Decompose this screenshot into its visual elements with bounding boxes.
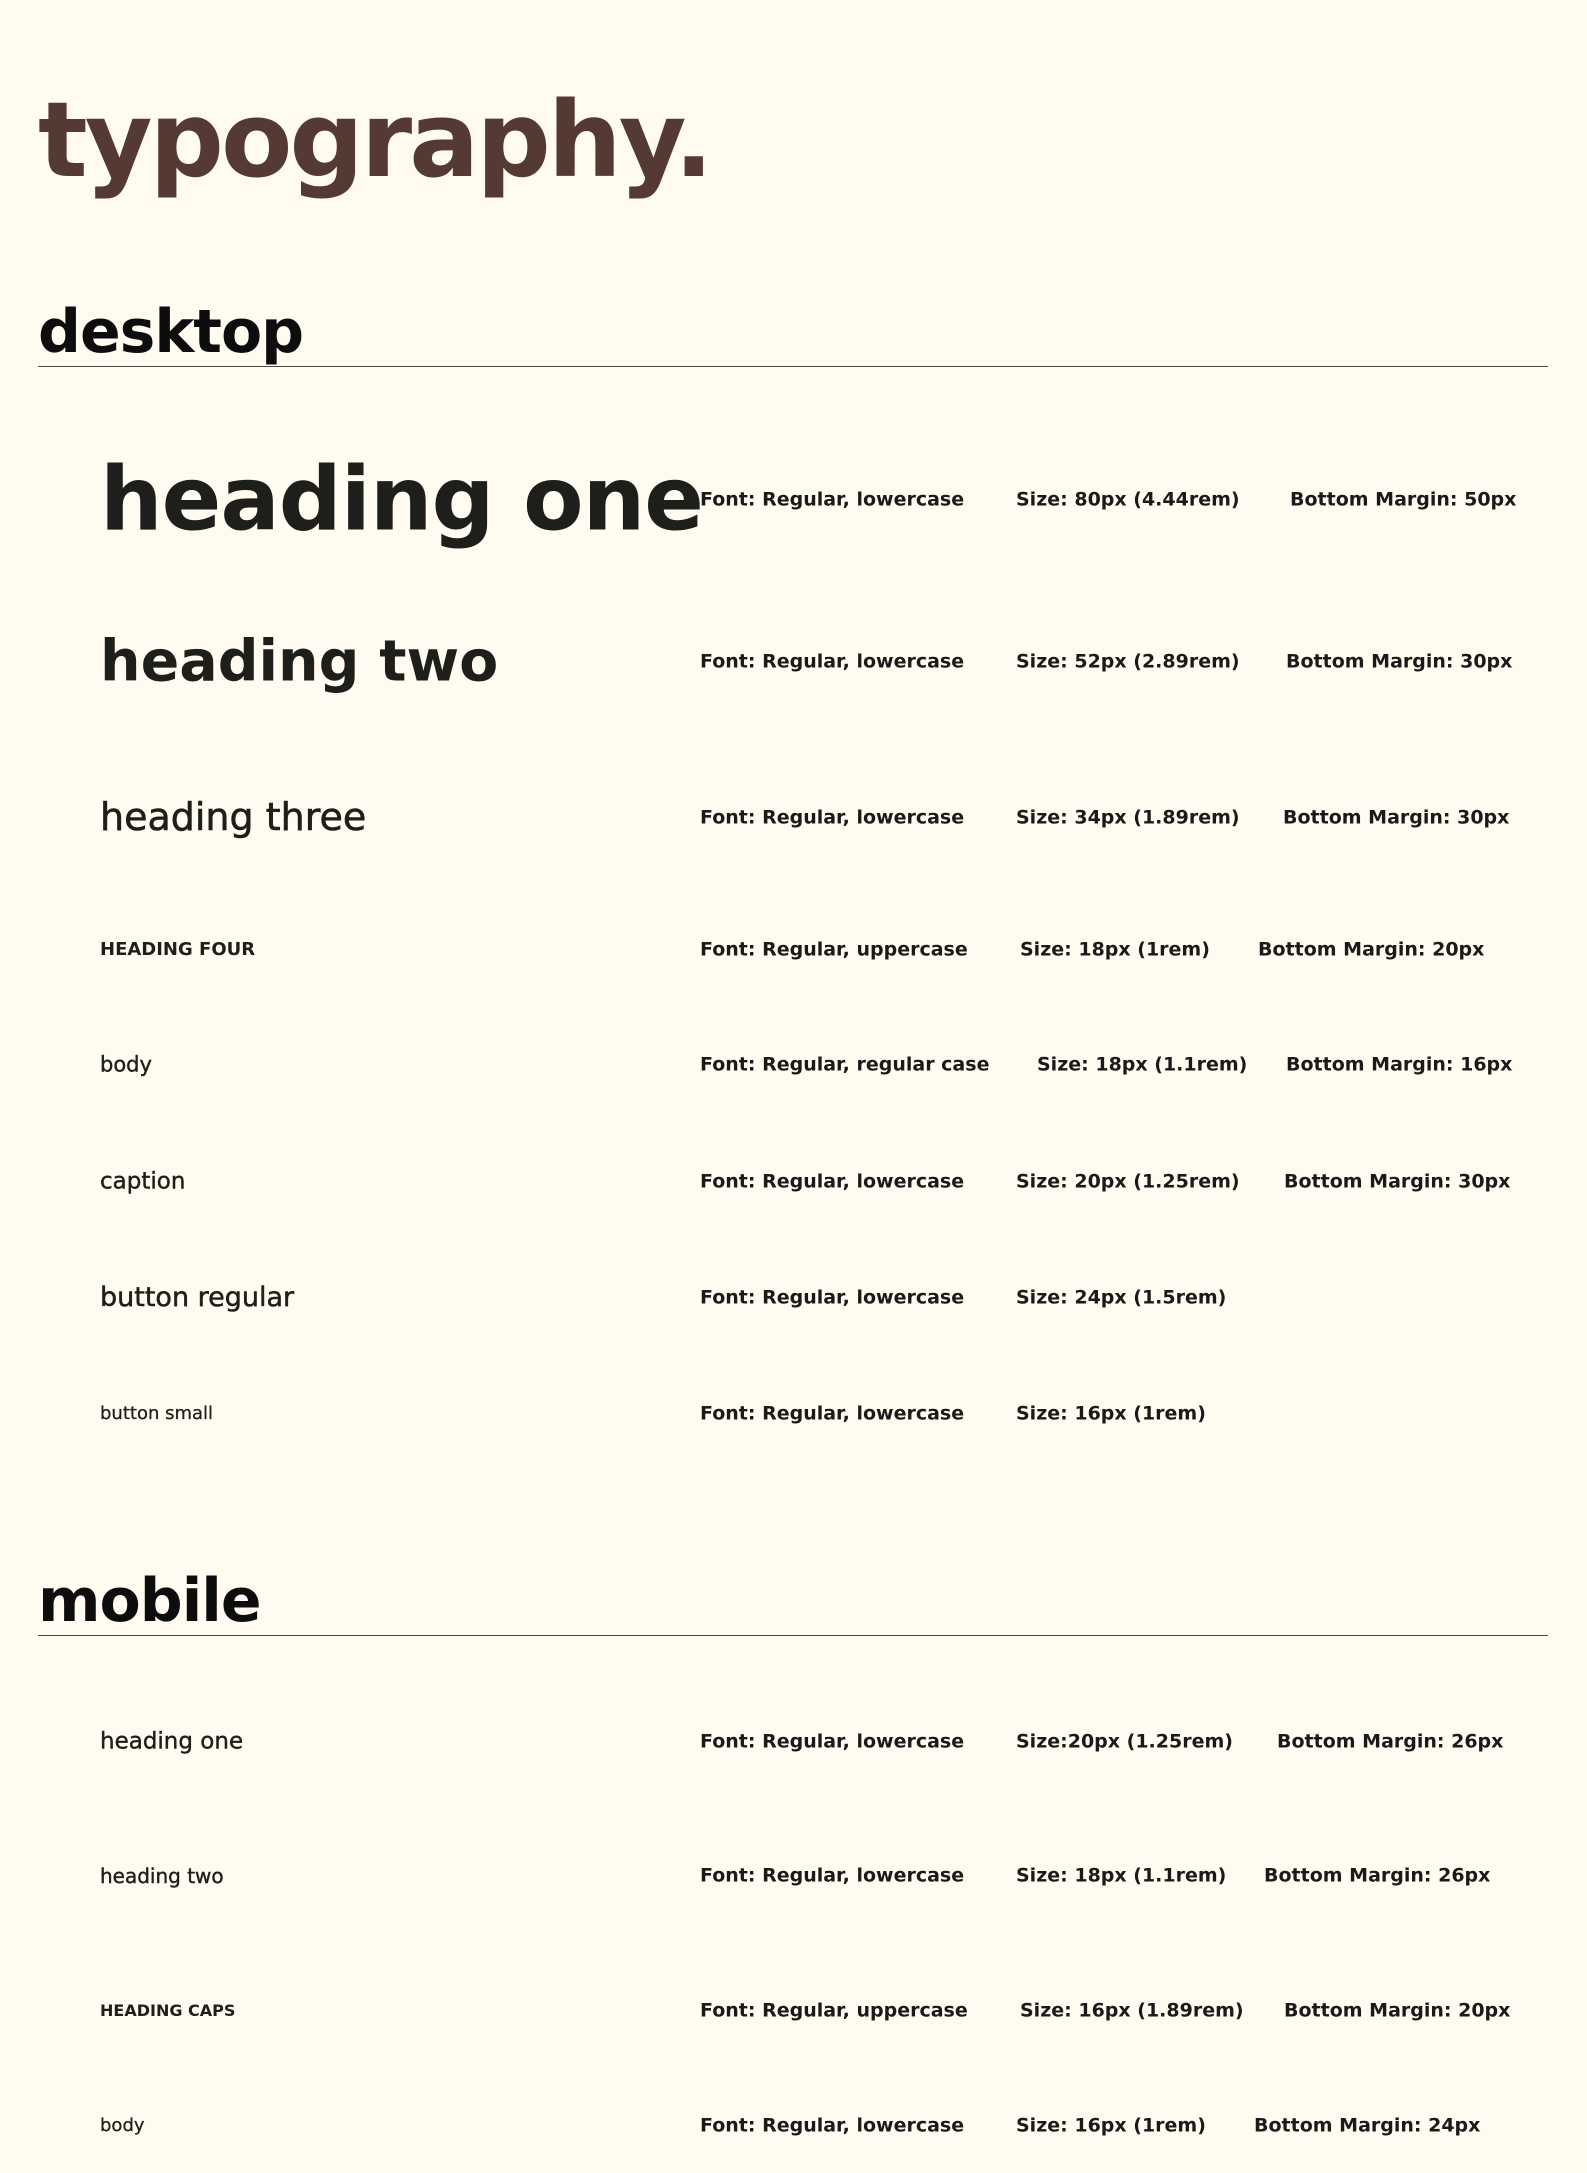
type-sample: HEADING FOUR [100,939,256,961]
section-title-desktop: desktop [38,297,304,367]
section-divider-desktop [38,366,1548,367]
page-title: typography. [38,79,711,201]
size-spec: Size: 80px (4.44rem) [1016,488,1240,511]
type-sample: heading three [100,795,367,840]
font-spec: Font: Regular, lowercase [700,2114,965,2137]
type-sample: heading one [100,447,703,551]
margin-spec: Bottom Margin: 30px [1284,1170,1511,1193]
type-sample: button small [100,1403,214,1425]
type-sample: heading two [100,628,499,695]
margin-spec: Bottom Margin: 20px [1258,938,1485,961]
section-divider-mobile [38,1635,1548,1636]
type-sample: HEADING CAPS [100,2001,236,2021]
section-title-mobile: mobile [38,1566,261,1636]
margin-spec: Bottom Margin: 20px [1284,1999,1511,2022]
size-spec: Size: 24px (1.5rem) [1016,1286,1227,1309]
size-spec: Size: 34px (1.89rem) [1016,806,1240,829]
font-spec: Font: Regular, lowercase [700,650,965,673]
margin-spec: Bottom Margin: 30px [1283,806,1510,829]
font-spec: Font: Regular, lowercase [700,1286,965,1309]
size-spec: Size: 18px (1.1rem) [1037,1053,1248,1076]
font-spec: Font: Regular, lowercase [700,1402,965,1425]
margin-spec: Bottom Margin: 26px [1277,1730,1504,1753]
margin-spec: Bottom Margin: 50px [1290,488,1517,511]
margin-spec: Bottom Margin: 16px [1286,1053,1513,1076]
type-sample: heading two [100,1864,224,1888]
margin-spec: Bottom Margin: 24px [1254,2114,1481,2137]
font-spec: Font: Regular, regular case [700,1053,990,1076]
font-spec: Font: Regular, lowercase [700,1864,965,1887]
type-sample: button regular [100,1282,295,1314]
size-spec: Size: 52px (2.89rem) [1016,650,1240,673]
font-spec: Font: Regular, uppercase [700,1999,968,2022]
margin-spec: Bottom Margin: 30px [1286,650,1513,673]
margin-spec: Bottom Margin: 26px [1264,1864,1491,1887]
size-spec: Size: 18px (1.1rem) [1016,1864,1227,1887]
font-spec: Font: Regular, lowercase [700,1730,965,1753]
font-spec: Font: Regular, lowercase [700,806,965,829]
font-spec: Font: Regular, uppercase [700,938,968,961]
size-spec: Size: 16px (1.89rem) [1020,1999,1244,2022]
font-spec: Font: Regular, lowercase [700,1170,965,1193]
size-spec: Size: 16px (1rem) [1016,1402,1206,1425]
font-spec: Font: Regular, lowercase [700,488,965,511]
size-spec: Size: 18px (1rem) [1020,938,1210,961]
size-spec: Size: 16px (1rem) [1016,2114,1206,2137]
type-sample: caption [100,1168,186,1195]
type-sample: body [100,2115,145,2137]
type-sample: body [100,1052,152,1077]
size-spec: Size:20px (1.25rem) [1016,1730,1233,1753]
size-spec: Size: 20px (1.25rem) [1016,1170,1240,1193]
type-sample: heading one [100,1728,244,1755]
